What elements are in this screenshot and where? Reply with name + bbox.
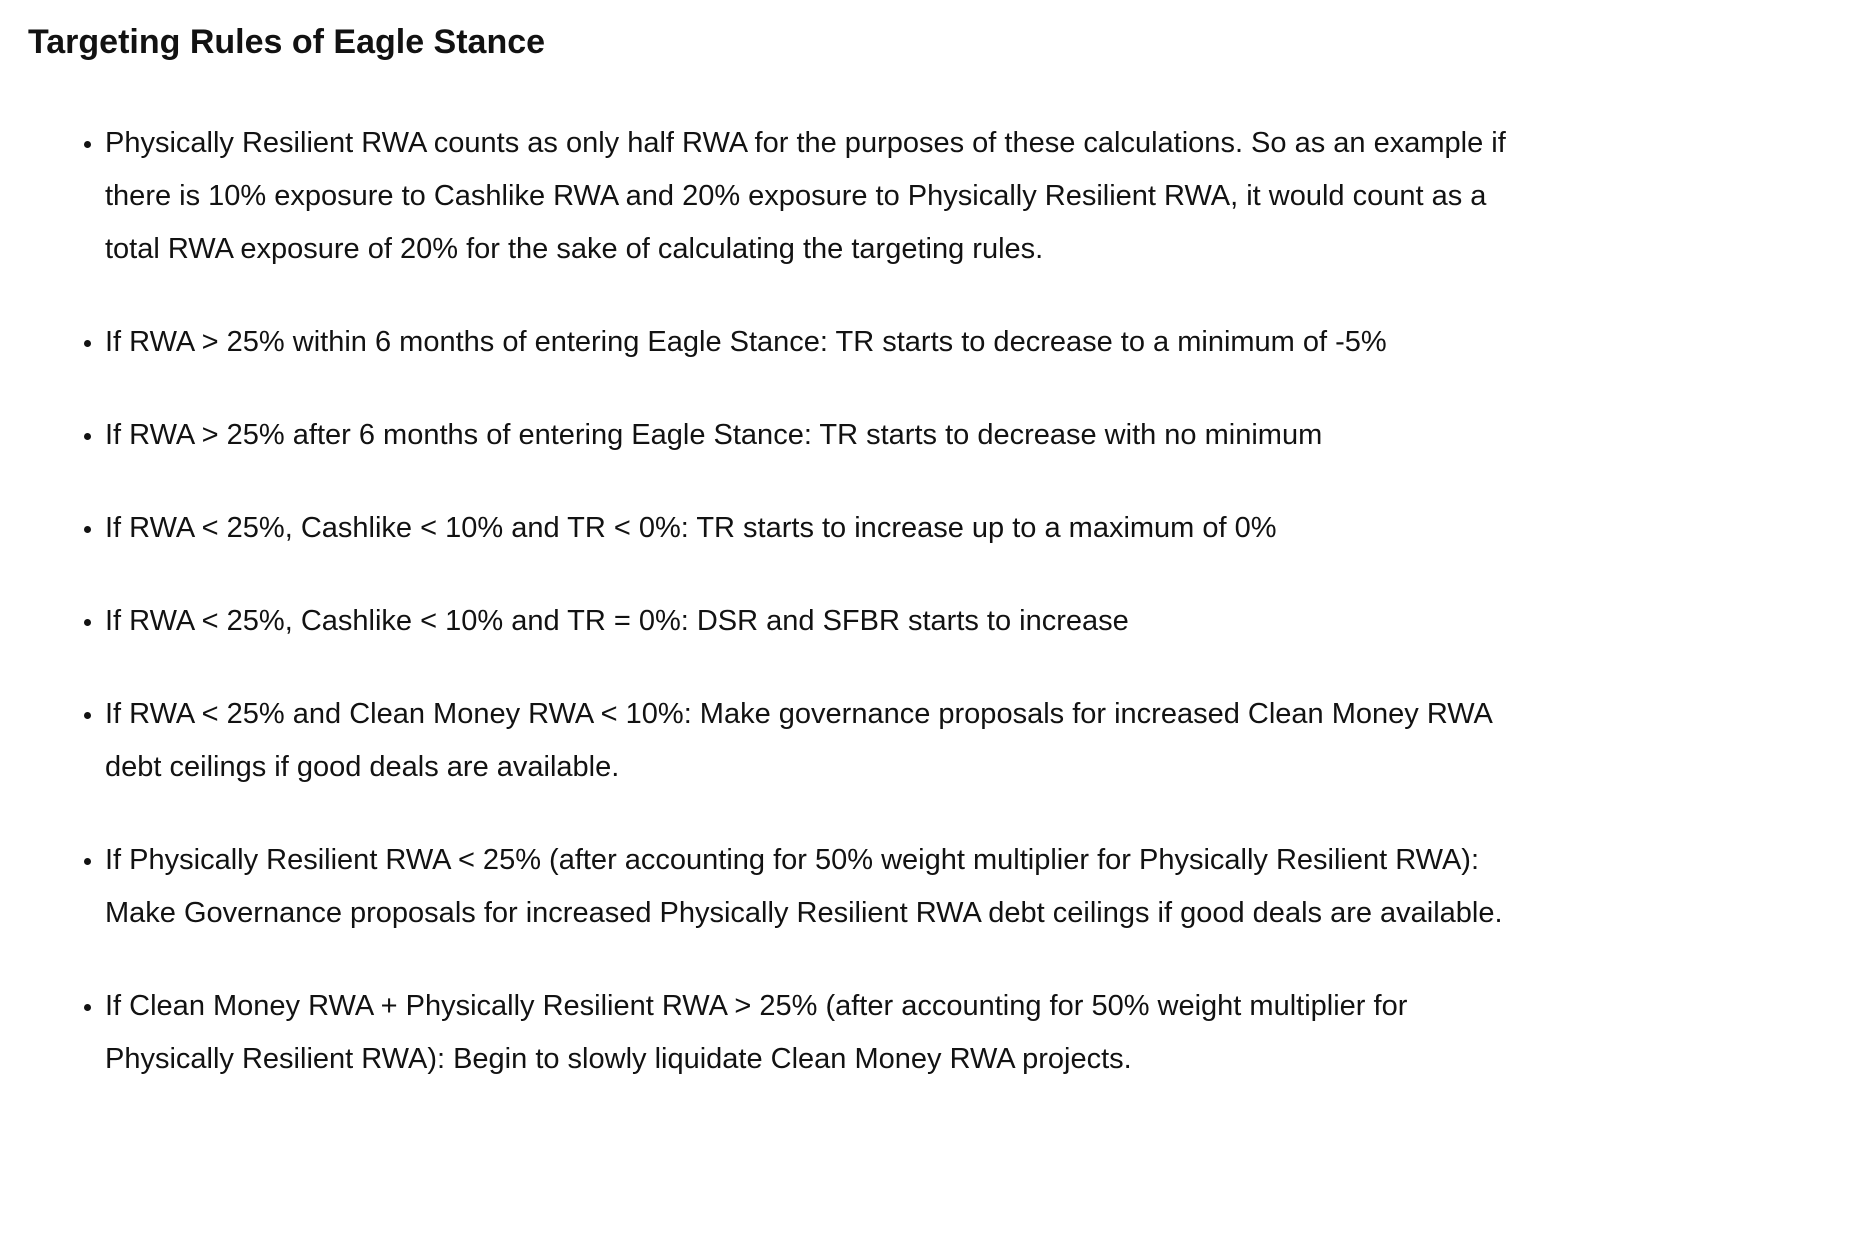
rule-item-rwa-over-25-within-6-months: • If RWA > 25% within 6 months of entering Eagle Stance: TR starts to decrease to a minimum of -5% xyxy=(105,316,1517,369)
rule-item-liquidate-clean-money: • If Clean Money RWA + Physically Resilient RWA > 25% (after accounting for 50% weight multiplier for Physically Resilient RWA): Begin to slowly liquidate Clean Money RWA projects. xyxy=(105,980,1517,1086)
rule-item-physically-resilient-weighting: • Physically Resilient RWA counts as only half RWA for the purposes of these calculations. So as an example if there is 10% exposure to Cashlike RWA and 20% exposure to Physically Resilient RWA, it would count as a total RWA exposure of 20% for the sake of calculating the targeting rules. xyxy=(105,117,1517,276)
rule-item-rwa-over-25-after-6-months: • If RWA > 25% after 6 months of entering Eagle Stance: TR starts to decrease with no minimum xyxy=(105,409,1517,462)
rule-item-physically-resilient-debt-ceilings: • If Physically Resilient RWA < 25% (after accounting for 50% weight multiplier for Physically Resilient RWA): Make Governance proposals for increased Physically Resilient RWA debt ceilings if good deals are available. xyxy=(105,834,1517,940)
rule-item-tr-increase-to-zero: • If RWA < 25%, Cashlike < 10% and TR < 0%: TR starts to increase up to a maximum of 0% xyxy=(105,502,1517,555)
rule-item-clean-money-debt-ceilings: • If RWA < 25% and Clean Money RWA < 10%: Make governance proposals for increased Clean Money RWA debt ceilings if good deals are available. xyxy=(105,688,1517,794)
rules-list xyxy=(28,117,1823,1086)
page-title: Targeting Rules of Eagle Stance xyxy=(28,23,546,61)
rule-item-dsr-sfbr-increase: • If RWA < 25%, Cashlike < 10% and TR = 0%: DSR and SFBR starts to increase xyxy=(105,595,1517,648)
